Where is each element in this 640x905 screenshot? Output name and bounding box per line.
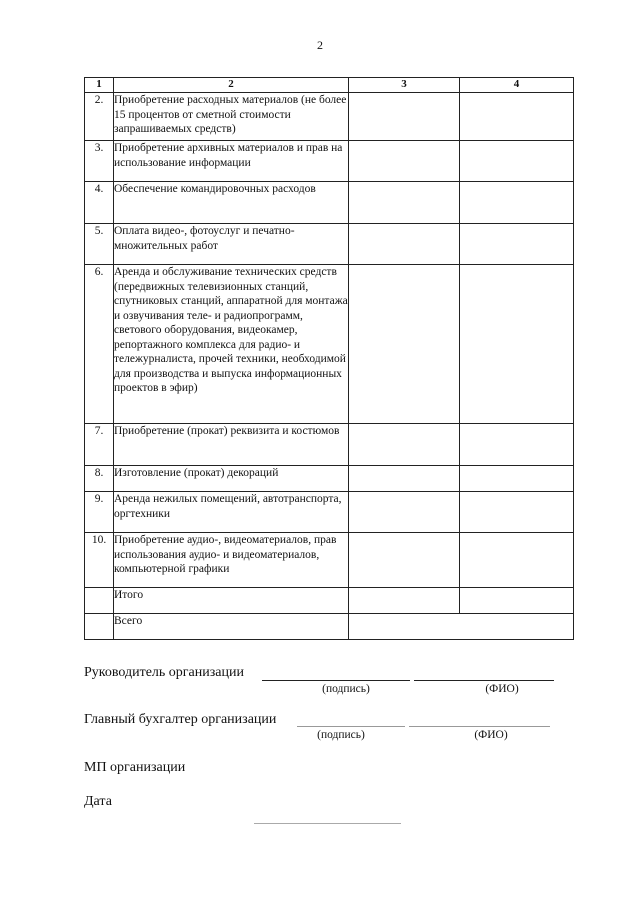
itogo-row xyxy=(85,588,574,614)
row-number-empty xyxy=(85,588,114,614)
row-description: Приобретение (прокат) реквизита и костюмов xyxy=(114,424,349,466)
row-number: 4. xyxy=(85,182,114,224)
row-value-col-3[interactable] xyxy=(349,141,460,182)
table-row xyxy=(85,424,574,466)
row-value-col-4[interactable] xyxy=(460,265,574,424)
row-value-col-3[interactable] xyxy=(349,182,460,224)
row-value-col-4[interactable] xyxy=(460,93,574,141)
row-value-col-3[interactable] xyxy=(349,224,460,265)
vsego-row xyxy=(85,614,574,640)
row-value-col-4[interactable] xyxy=(460,424,574,466)
table-row xyxy=(85,141,574,182)
row-description: Изготовление (прокат) декораций xyxy=(114,466,349,492)
row-value-col-4[interactable] xyxy=(460,466,574,492)
row-value-col-3[interactable] xyxy=(349,533,460,588)
header-col-4: 4 xyxy=(460,78,574,93)
table-row xyxy=(85,533,574,588)
table-header-row xyxy=(85,78,574,93)
row-number: 9. xyxy=(85,492,114,533)
header-col-3: 3 xyxy=(349,78,460,93)
row-value-col-3[interactable] xyxy=(349,424,460,466)
accountant-signature-line[interactable] xyxy=(297,726,405,727)
row-description: Обеспечение командировочных расходов xyxy=(114,182,349,224)
row-description: Приобретение расходных материалов (не более 15 процентов от сметной стоимости запрашиваемых средств) xyxy=(114,93,349,141)
itogo-value-col-3[interactable] xyxy=(349,588,460,614)
header-col-2: 2 xyxy=(114,78,349,93)
row-number: 7. xyxy=(85,424,114,466)
table-row xyxy=(85,182,574,224)
head-signature-line[interactable] xyxy=(262,680,410,681)
row-value-col-3[interactable] xyxy=(349,93,460,141)
row-value-col-3[interactable] xyxy=(349,492,460,533)
row-number: 8. xyxy=(85,466,114,492)
table-row xyxy=(85,93,574,141)
table-row xyxy=(85,466,574,492)
row-value-col-4[interactable] xyxy=(460,141,574,182)
stamp-label: МП организации xyxy=(84,760,186,775)
row-description: Оплата видео-, фотоуслуг и печатно-множительных работ xyxy=(114,224,349,265)
row-number-empty xyxy=(85,614,114,640)
footer-divider xyxy=(254,823,401,824)
accountant-signature-label: Главный бухгалтер организации xyxy=(84,712,277,727)
row-value-col-4[interactable] xyxy=(460,224,574,265)
itogo-value-col-4[interactable] xyxy=(460,588,574,614)
table-row xyxy=(85,265,574,424)
row-value-col-4[interactable] xyxy=(460,492,574,533)
row-number: 10. xyxy=(85,533,114,588)
row-value-col-4[interactable] xyxy=(460,533,574,588)
table-row xyxy=(85,492,574,533)
vsego-value[interactable] xyxy=(349,614,574,640)
head-fio-line[interactable] xyxy=(414,680,554,681)
table-row xyxy=(85,224,574,265)
row-description: Приобретение архивных материалов и прав на использование информации xyxy=(114,141,349,182)
accountant-signature-caption: (подпись) xyxy=(317,729,365,741)
date-label: Дата xyxy=(84,794,112,809)
row-number: 3. xyxy=(85,141,114,182)
head-fio-caption: (ФИО) xyxy=(485,683,519,695)
row-number: 6. xyxy=(85,265,114,424)
row-value-col-3[interactable] xyxy=(349,466,460,492)
row-description: Приобретение аудио-, видеоматериалов, прав использования аудио- и видеоматериалов, компьютерной графики xyxy=(114,533,349,588)
head-signature-caption: (подпись) xyxy=(322,683,370,695)
row-number: 5. xyxy=(85,224,114,265)
accountant-fio-caption: (ФИО) xyxy=(474,729,508,741)
head-signature-label: Руководитель организации xyxy=(84,665,244,680)
row-description: Аренда и обслуживание технических средств (передвижных телевизионных станций, спутниковых станций, аппаратной для монтажа и озвучивания теле- и радиопрограмм, светового оборудования, видеокамер, репортажного комплекса для радио- и тележурналиста, прочей техники, необходимой для производства и выпуска информационных проектов в эфир) xyxy=(114,265,349,424)
itogo-label: Итого xyxy=(114,588,349,614)
row-number: 2. xyxy=(85,93,114,141)
row-value-col-3[interactable] xyxy=(349,265,460,424)
page-number: 2 xyxy=(317,38,323,52)
row-description: Аренда нежилых помещений, автотранспорта, оргтехники xyxy=(114,492,349,533)
vsego-label: Всего xyxy=(114,614,349,640)
budget-table xyxy=(84,77,574,640)
header-col-1: 1 xyxy=(85,78,114,93)
row-value-col-4[interactable] xyxy=(460,182,574,224)
accountant-fio-line[interactable] xyxy=(409,726,550,727)
